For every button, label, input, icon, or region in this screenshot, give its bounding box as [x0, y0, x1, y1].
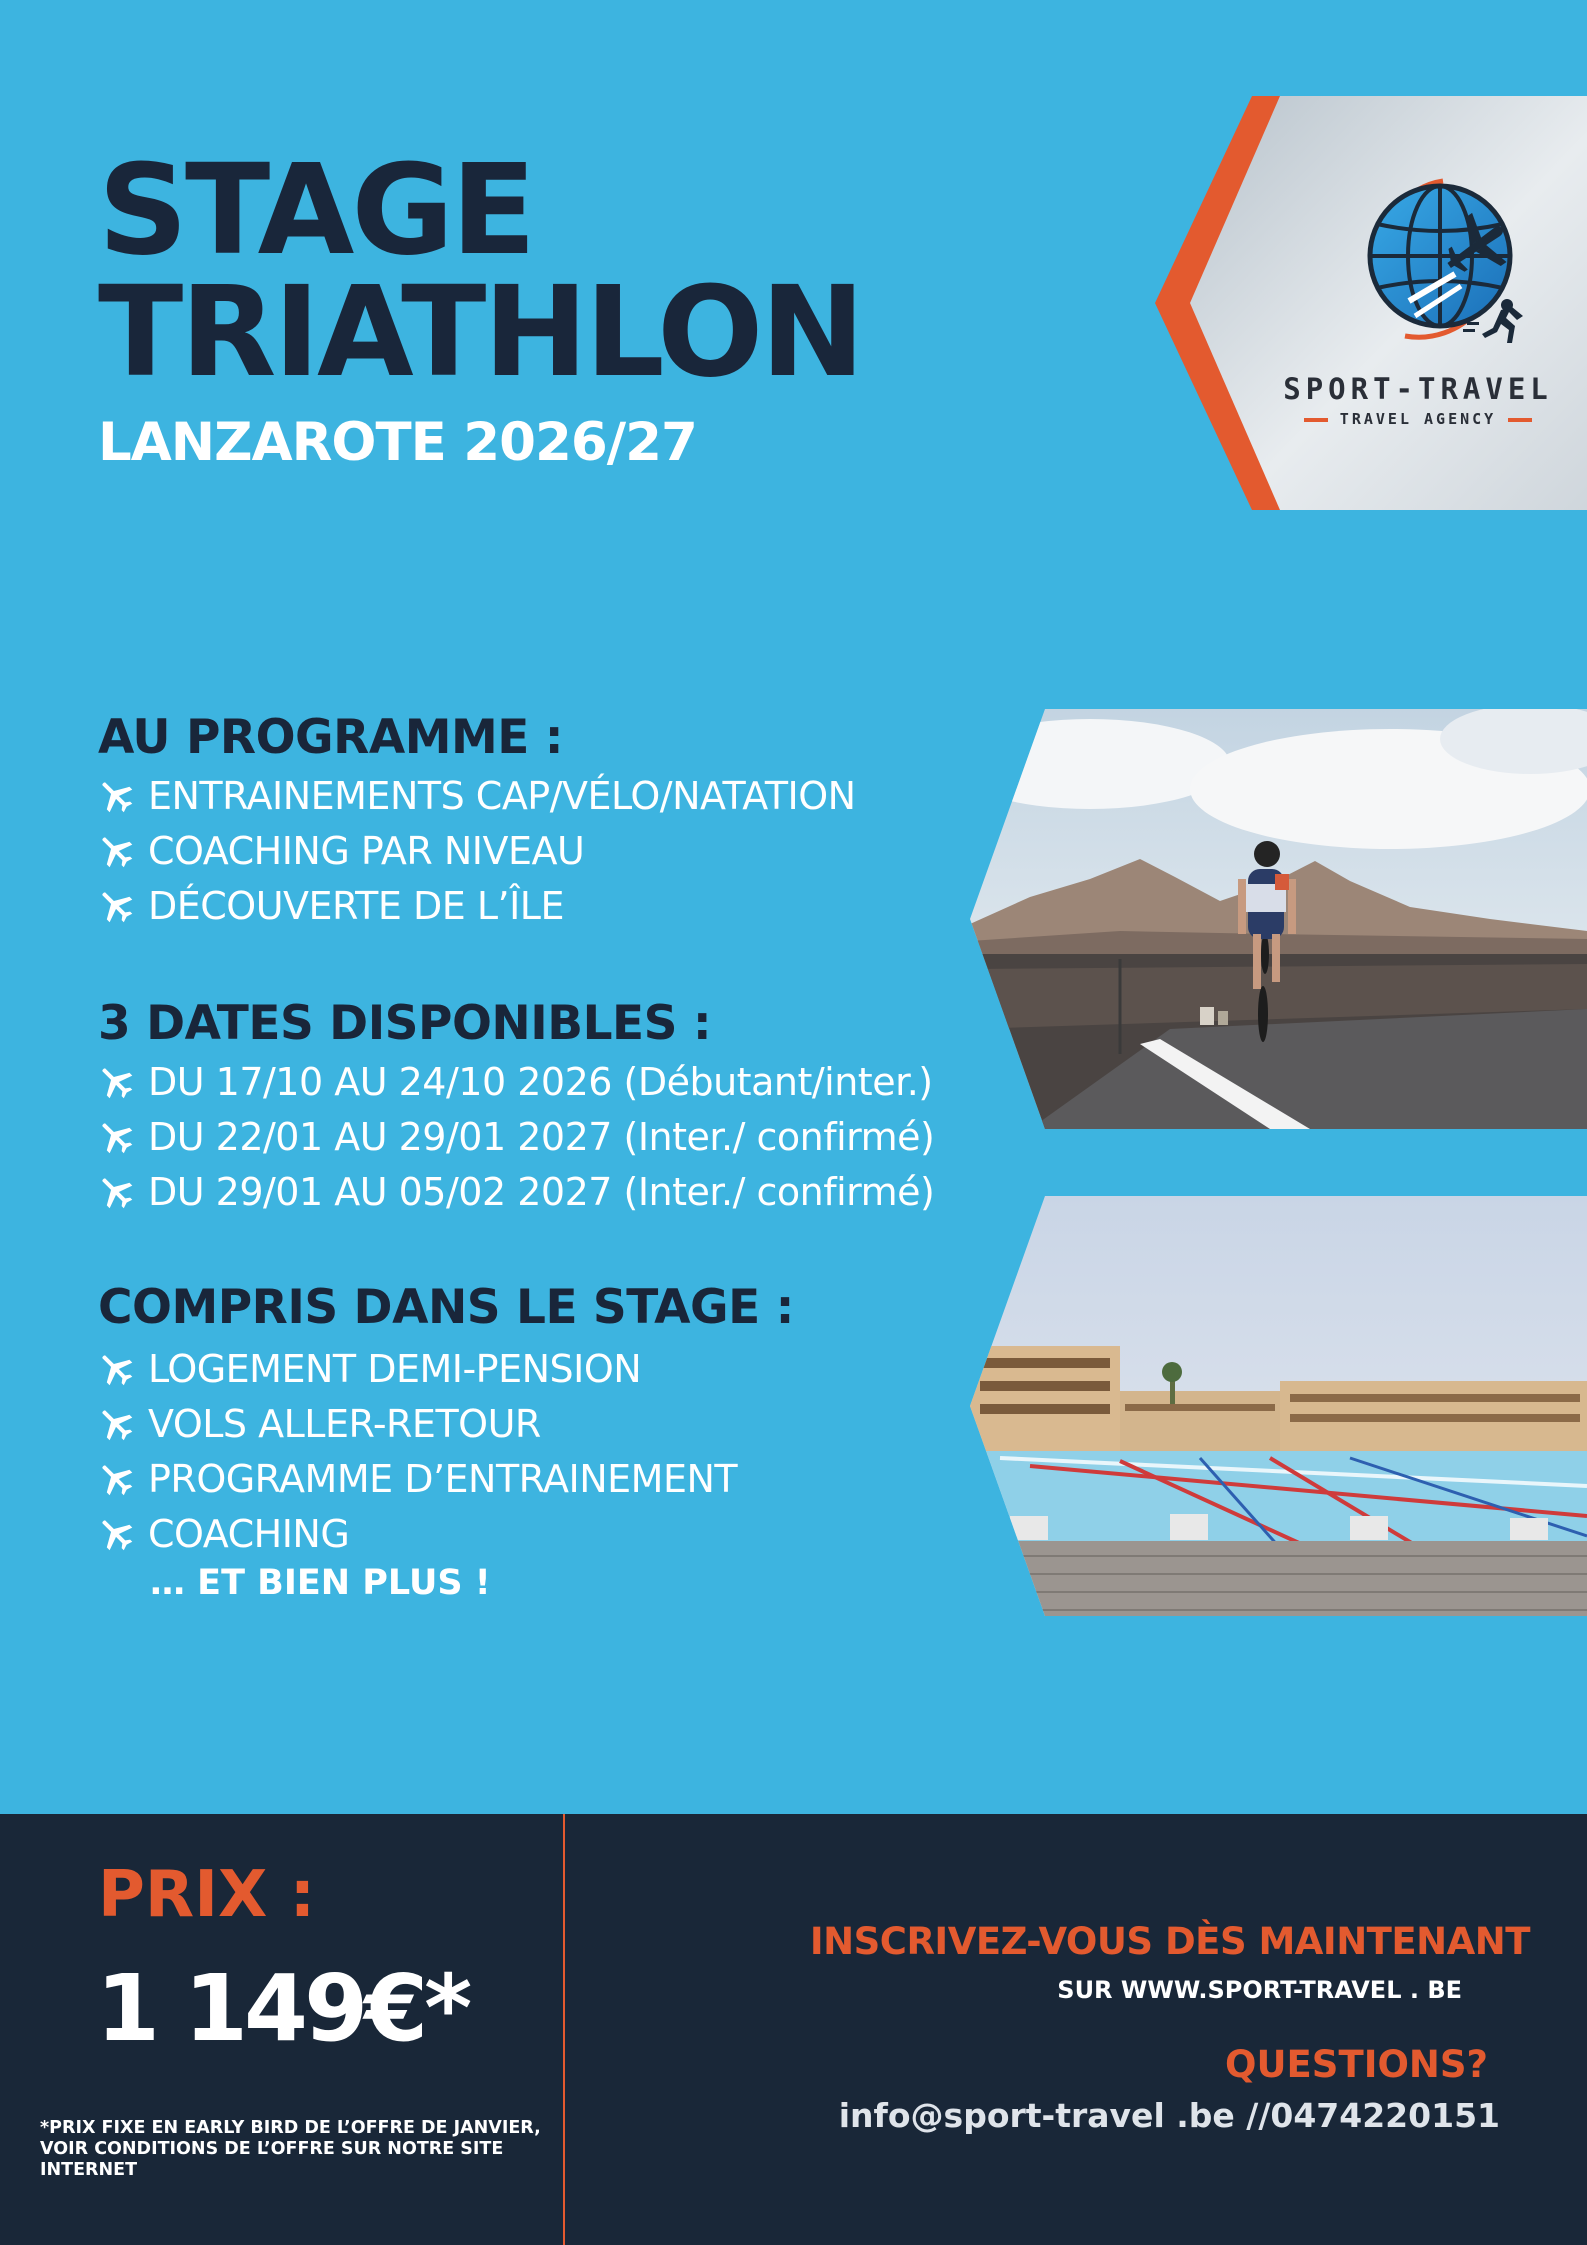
logo-brand-text: SPORT-TRAVEL: [1283, 372, 1553, 406]
list-item: PROGRAMME D’ENTRAINEMENT: [96, 1453, 737, 1505]
page-subtitle: LANZAROTE 2026/27: [98, 412, 697, 473]
plane-icon: [96, 1349, 136, 1389]
pool-photo: [970, 1196, 1587, 1616]
website-link[interactable]: SUR WWW.SPORT-TRAVEL . BE: [1057, 1976, 1462, 2004]
logo-tagline-text: TRAVEL AGENCY: [1339, 410, 1497, 428]
tagline-dash-right: [1508, 418, 1532, 422]
title-line-1: STAGE: [98, 138, 534, 283]
plane-icon: [96, 831, 136, 871]
signup-cta: INSCRIVEZ-VOUS DÈS MAINTENANT: [809, 1920, 1530, 1963]
list-item: VOLS ALLER-RETOUR: [96, 1398, 541, 1450]
list-item: DÉCOUVERTE DE L’ÎLE: [96, 880, 564, 932]
included-heading: COMPRIS DANS LE STAGE :: [98, 1280, 794, 1335]
plane-icon: [96, 1062, 136, 1102]
title-line-2: TRIATHLON: [98, 260, 863, 405]
list-item: COACHING PAR NIVEAU: [96, 825, 584, 877]
list-item: DU 29/01 AU 05/02 2027 (Inter./ confirmé): [96, 1166, 934, 1218]
logo-tagline: [1268, 410, 1568, 428]
plane-icon: [96, 1117, 136, 1157]
programme-heading: AU PROGRAMME :: [98, 710, 563, 765]
dates-heading: 3 DATES DISPONIBLES :: [98, 996, 712, 1051]
list-item: LOGEMENT DEMI-PENSION: [96, 1343, 641, 1395]
list-item: COACHING: [96, 1508, 349, 1560]
logo-panel: [1155, 96, 1587, 510]
plane-icon: [96, 886, 136, 926]
plane-icon: [96, 776, 136, 816]
plane-icon: [96, 1459, 136, 1499]
plane-icon: [96, 1514, 136, 1554]
price-value: 1 149€*: [96, 1955, 469, 2062]
page-title: [98, 138, 863, 405]
price-note: *PRIX FIXE EN EARLY BIRD DE L’OFFRE DE JANVIER, VOIR CONDITIONS DE L’OFFRE SUR NOTRE SITE INTERNET: [40, 2118, 541, 2180]
list-item: DU 22/01 AU 29/01 2027 (Inter./ confirmé): [96, 1111, 934, 1163]
plane-icon: [96, 1404, 136, 1444]
plane-icon: [96, 1172, 136, 1212]
and-more-text: … ET BIEN PLUS !: [150, 1563, 491, 1603]
questions-heading: QUESTIONS?: [1225, 2043, 1488, 2086]
list-item: ENTRAINEMENTS CAP/VÉLO/NATATION: [96, 770, 856, 822]
cyclist-photo: [970, 709, 1587, 1129]
list-item: DU 17/10 AU 24/10 2026 (Débutant/inter.): [96, 1056, 933, 1108]
price-label: PRIX :: [98, 1858, 316, 1932]
contact-info[interactable]: info@sport-travel .be //0474220151: [838, 2096, 1500, 2135]
footer-divider: [563, 1814, 565, 2245]
tagline-dash-left: [1304, 418, 1328, 422]
